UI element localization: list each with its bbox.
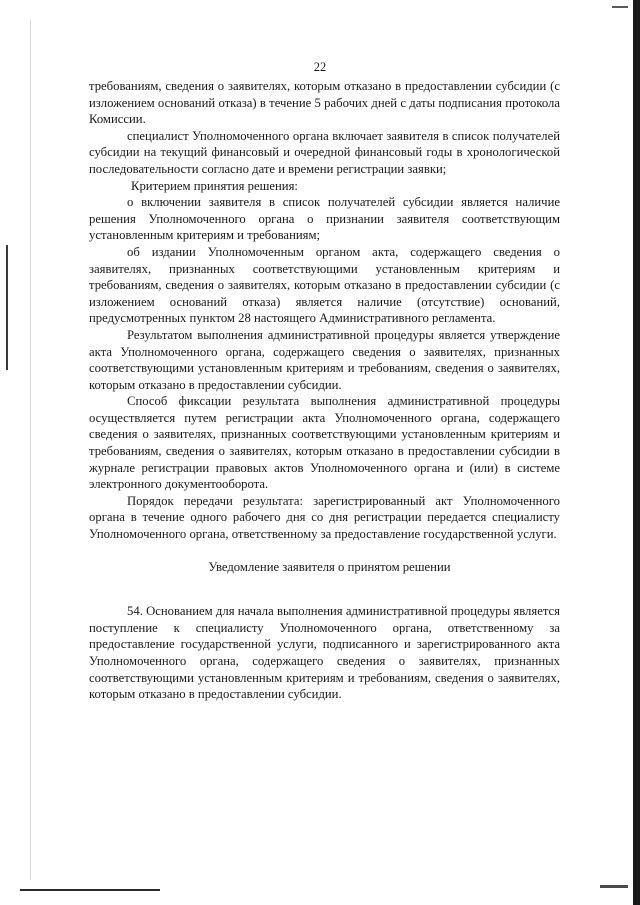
paragraph: специалист Уполномоченного органа включает заявителя в список получателей субсидии на текущий финансовый и очередной финансовый годы в хронологической последовательности согласно дате и времени регистрации заявки;	[89, 128, 560, 176]
scan-top-mark	[612, 6, 628, 8]
scan-right-edge	[633, 0, 640, 905]
scan-left-margin-mark	[6, 245, 8, 370]
paragraph: Способ фиксации результата выполнения административной процедуры осуществляется путем регистрации акта Уполномоченного органа, содержащего сведения о заявителях, признанных соответствующими установленным критериям и требованиям, сведения о заявителях, которым отказано в предоставлении субсидии в журнале регистрации правовых актов Уполномоченного органа и (или) в системе электронного документооборота.	[89, 394, 560, 492]
paragraph: об издании Уполномоченным органом акта, содержащего сведения о заявителях, признанных соответствующими установленным критериям и требованиям, сведения о заявителях, которым отказано в предоставлении субсидии (с изложением оснований отказа) является наличие (отсутствие) оснований, предусмотренных пунктом 28 настоящего Административного регламента.	[89, 244, 560, 326]
page-number: 22	[313, 60, 327, 74]
paragraph-54: 54. Основанием для начала выполнения административной процедуры является поступление к специалисту Уполномоченного органа, ответственному за предоставление государственной услуги, подписанного и зарегистрированного акта Уполномоченного органа, содержащего сведения о заявителях, признанных соответствующими установленным критериям и требованиям, сведения о заявителях, которым отказано в предоставлении субсидии.	[89, 604, 560, 702]
scan-bottom-line	[20, 889, 160, 891]
scan-left-faint-line	[30, 20, 31, 880]
paragraph: Результатом выполнения административной процедуры является утверждение акта Уполномоченного органа, содержащего сведения о заявителях, признанных соответствующими установленным критериям и требованиям, сведения о заявителях, которым отказано в предоставлении субсидии.	[89, 327, 560, 392]
paragraph: требованиям, сведения о заявителях, которым отказано в предоставлении субсидии (с изложением оснований отказа) в течение 5 рабочих дней с даты подписания протокола Комиссии.	[89, 79, 560, 127]
paragraph-subheading: Критерием принятия решения:	[131, 178, 298, 193]
paragraph: о включении заявителя в список получателей субсидии является наличие решения Уполномоченного органа о признании заявителя соответствующим установленным критериям и требованиям;	[89, 195, 560, 243]
scan-bottom-mark	[600, 885, 628, 888]
document-body	[89, 78, 560, 703]
paragraph: Порядок передачи результата: зарегистрированный акт Уполномоченного органа в течение одного рабочего дня со дня регистрации передается специалисту Уполномоченного органа, ответственному за предоставление государственной услуги.	[89, 493, 560, 542]
section-heading: Уведомление заявителя о принятом решении	[208, 559, 451, 574]
